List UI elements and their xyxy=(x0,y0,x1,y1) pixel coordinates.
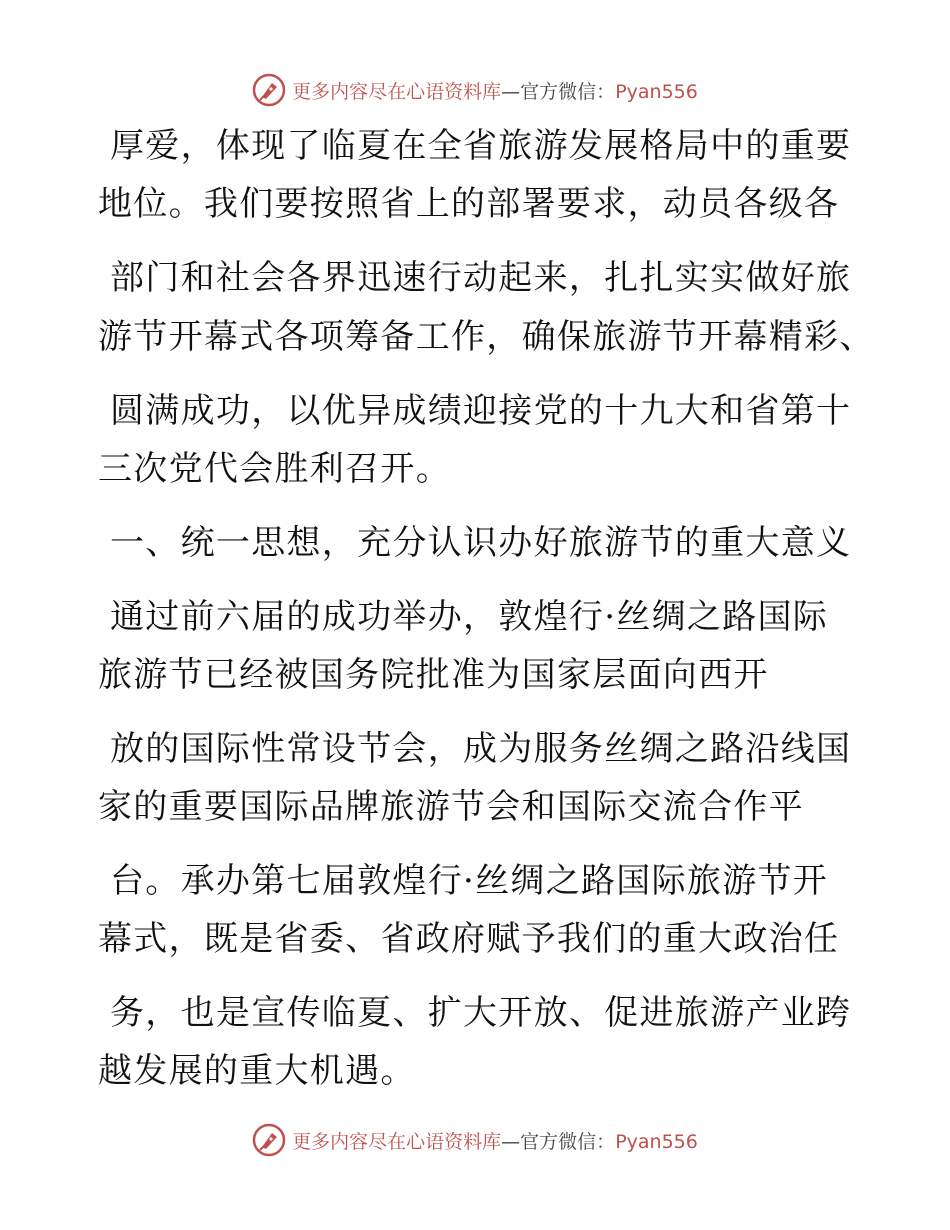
paragraph-line: 幕式，既是省委、省政府赋予我们的重大政治任 xyxy=(98,919,840,959)
pen-nib-logo-icon xyxy=(252,73,286,107)
paragraph-line: 圆满成功，以优异成绩迎接党的十九大和省第十 xyxy=(110,391,852,431)
watermark-text-site: 更多内容尽在心语资料库 xyxy=(292,1130,502,1153)
paragraph-line: 台。承办第七届敦煌行·丝绸之路国际旅游节开 xyxy=(110,861,829,901)
paragraph-line: 家的重要国际品牌旅游节会和国际交流合作平 xyxy=(98,787,804,827)
footer-watermark-inner xyxy=(252,1123,698,1157)
paragraph-line: 游节开幕式各项筹备工作，确保旅游节开幕精彩、 xyxy=(98,317,875,357)
paragraph-line: 地位。我们要按照省上的部署要求，动员各级各 xyxy=(98,184,840,224)
footer-watermark xyxy=(0,1120,950,1160)
paragraph-line: 通过前六届的成功举办，敦煌行·丝绸之路国际 xyxy=(110,597,829,637)
paragraph-line: 越发展的重大机遇。 xyxy=(98,1051,416,1091)
header-watermark xyxy=(0,70,950,110)
section-heading: 一、统一思想，充分认识办好旅游节的重大意义 xyxy=(110,523,852,563)
paragraph-line: 旅游节已经被国务院批准为国家层面向西开 xyxy=(98,655,769,695)
pen-nib-logo-icon xyxy=(252,1123,286,1157)
header-watermark-inner xyxy=(252,73,698,107)
watermark-text xyxy=(292,1127,698,1154)
paragraph-line: 厚爱，体现了临夏在全省旅游发展格局中的重要 xyxy=(110,126,852,166)
watermark-text xyxy=(292,77,698,104)
watermark-text-wechat-id: Pyan556 xyxy=(615,1130,698,1153)
paragraph-line: 务，也是宣传临夏、扩大开放、促进旅游产业跨 xyxy=(110,993,852,1033)
paragraph-line: 部门和社会各界迅速行动起来，扎扎实实做好旅 xyxy=(110,258,852,298)
paragraph-line: 三次党代会胜利召开。 xyxy=(98,449,451,489)
paragraph-line: 放的国际性常设节会，成为服务丝绸之路沿线国 xyxy=(110,729,852,769)
watermark-text-site: 更多内容尽在心语资料库 xyxy=(292,80,502,103)
watermark-text-wechat-label: —官方微信： xyxy=(501,80,616,103)
watermark-text-wechat-label: —官方微信： xyxy=(501,1130,616,1153)
watermark-text-wechat-id: Pyan556 xyxy=(615,80,698,103)
